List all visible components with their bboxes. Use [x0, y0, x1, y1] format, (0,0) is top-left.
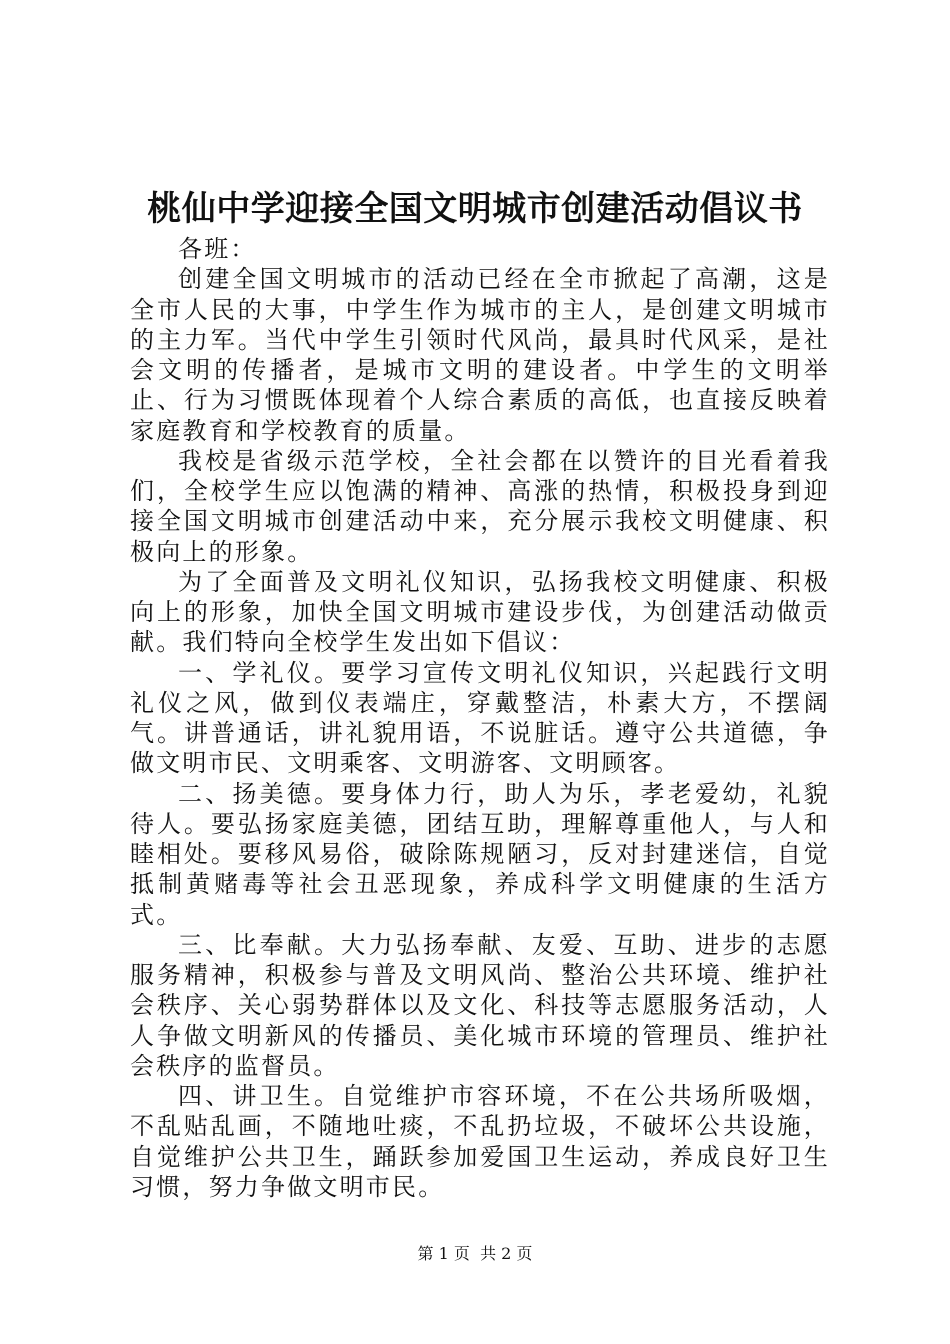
document-title: 桃仙中学迎接全国文明城市创建活动倡议书 [147, 189, 803, 229]
paragraph-intro: 创建全国文明城市的活动已经在全市掀起了高潮，这是全市人民的大事，中学生作为城市的主人，是创建文明城市的主力军。当代中学生引领时代风尚，最具时代风采，是社会文明的传播者，是城市文明的建设者。中学生的文明举止、行为习惯既体现着个人综合素质的高低，也直接反映着家庭教育和学校教育的质量。 [130, 265, 830, 445]
paragraph-item-virtue: 二、扬美德。要身体力行，助人为乐，孝老爱幼，礼貌待人。要弘扬家庭美德，团结互助，理解尊重他人，与人和睦相处。要移风易俗，破除陈规陋习，反对封建迷信，自觉抵制黄赌毒等社会丑恶现象，养成科学文明健康的生活方式。 [130, 779, 830, 929]
document-body [130, 234, 830, 1202]
paragraph-item-hygiene: 四、讲卫生。自觉维护市容环境，不在公共场所吸烟，不乱贴乱画，不随地吐痰，不乱扔垃圾，不破坏公共设施，自觉维护公共卫生，踊跃参加爱国卫生运动，养成良好卫生习惯，努力争做文明市民。 [130, 1082, 830, 1201]
paragraph-proposal: 为了全面普及文明礼仪知识，弘扬我校文明健康、积极向上的形象，加快全国文明城市建设步伐，为创建活动做贡献。我们特向全校学生发出如下倡议： [130, 567, 830, 657]
paragraph-item-dedication: 三、比奉献。大力弘扬奉献、友爱、互助、进步的志愿服务精神，积极参与普及文明风尚、整治公共环境、维护社会秩序、关心弱势群体以及文化、科技等志愿服务活动，人人争做文明新风的传播员、美化城市环境的管理员、维护社会秩序的监督员。 [130, 930, 830, 1080]
page-number: 第 1 页 [417, 1244, 470, 1263]
page-footer [0, 1243, 950, 1265]
page-total: 共 2 页 [480, 1244, 533, 1263]
paragraph-item-etiquette: 一、学礼仪。要学习宣传文明礼仪知识，兴起践行文明礼仪之风，做到仪表端庄，穿戴整洁，朴素大方，不摆阔气。讲普通话，讲礼貌用语，不说脏话。遵守公共道德，争做文明市民、文明乘客、文明游客、文明顾客。 [130, 658, 830, 778]
salutation: 各班： [178, 235, 257, 263]
paragraph-school: 我校是省级示范学校，全社会都在以赞许的目光看着我们，全校学生应以饱满的精神、高涨的热情，积极投身到迎接全国文明城市创建活动中来，充分展示我校文明健康、积极向上的形象。 [130, 446, 830, 566]
